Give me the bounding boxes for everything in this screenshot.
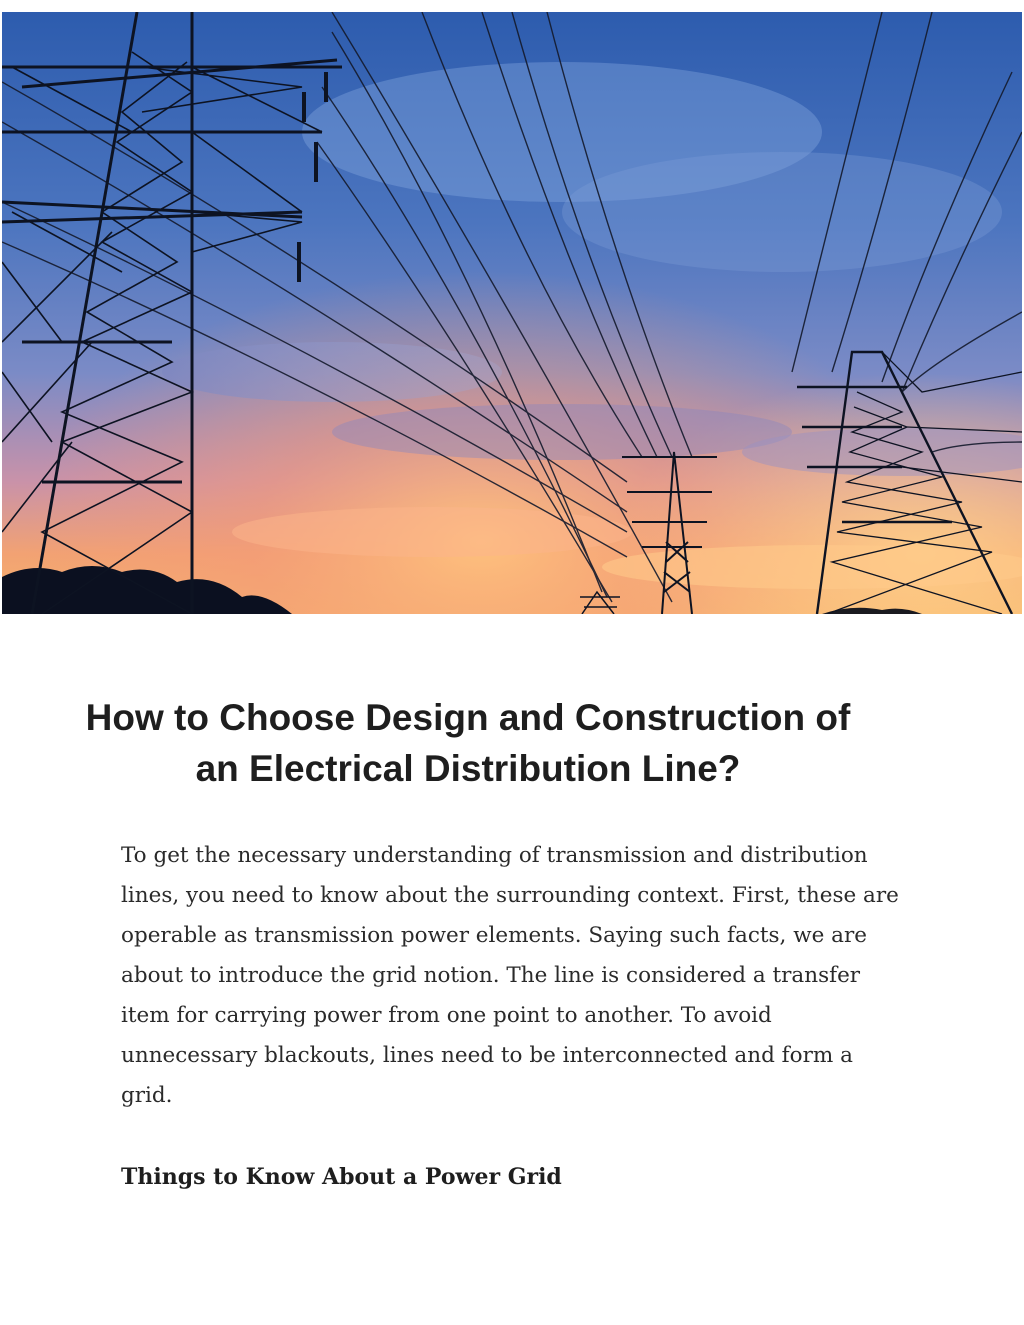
- article-title: [0, 692, 936, 794]
- section-subheading: Things to Know About a Power Grid: [121, 1164, 562, 1190]
- intro-line: lines, you need to know about the surrounding context. First, these are: [121, 883, 899, 908]
- intro-line: operable as transmission power elements. Saying such facts, we are: [121, 923, 867, 948]
- transmission-towers-illustration: [2, 12, 1022, 614]
- intro-line: unnecessary blackouts, lines need to be interconnected and form a: [121, 1043, 853, 1068]
- intro-line: To get the necessary understanding of transmission and distribution: [121, 843, 868, 868]
- intro-line: grid.: [121, 1083, 173, 1108]
- title-line-1: How to Choose Design and Construction of: [85, 697, 851, 738]
- hero-image: [2, 12, 1022, 614]
- title-line-2: an Electrical Distribution Line?: [195, 748, 741, 789]
- intro-line: item for carrying power from one point to another. To avoid: [121, 1003, 772, 1028]
- intro-line: about to introduce the grid notion. The line is considered a transfer: [121, 963, 861, 988]
- intro-paragraph: [121, 836, 911, 1116]
